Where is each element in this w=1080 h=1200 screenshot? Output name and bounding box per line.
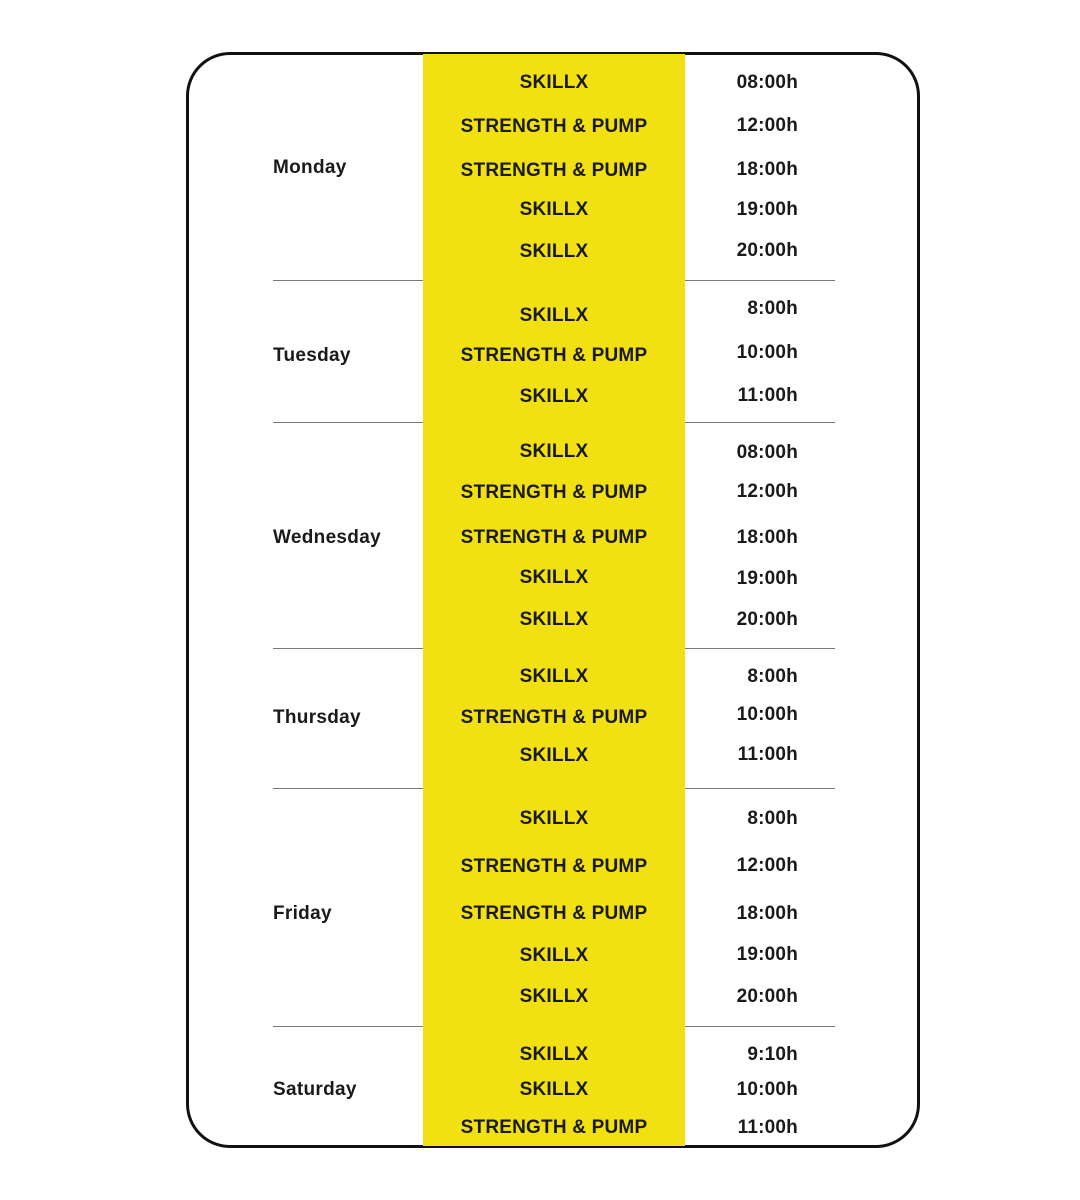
class-time: 20:00h <box>736 609 798 630</box>
day-label-saturday: Saturday <box>273 1079 357 1100</box>
row-divider <box>273 1026 835 1027</box>
class-name: SKILLX <box>519 72 589 93</box>
class-name: SKILLX <box>519 1079 589 1100</box>
class-time: 10:00h <box>736 704 798 725</box>
day-label-wednesday: Wednesday <box>273 527 381 548</box>
class-time: 18:00h <box>736 903 798 924</box>
class-time: 8:00h <box>747 298 798 319</box>
class-name: SKILLX <box>519 609 589 630</box>
day-label-tuesday: Tuesday <box>273 345 351 366</box>
class-time: 11:00h <box>737 744 798 765</box>
class-name: STRENGTH & PUMP <box>460 345 648 366</box>
class-name: SKILLX <box>519 808 589 829</box>
class-time: 8:00h <box>747 808 798 829</box>
row-divider <box>273 648 835 649</box>
class-time: 11:00h <box>737 385 798 406</box>
class-time: 12:00h <box>736 855 798 876</box>
class-time: 12:00h <box>736 481 798 502</box>
row-divider <box>273 422 835 423</box>
day-label-thursday: Thursday <box>273 707 361 728</box>
class-name: STRENGTH & PUMP <box>460 482 648 503</box>
class-name: SKILLX <box>519 305 589 326</box>
day-label-friday: Friday <box>273 903 332 924</box>
class-name: SKILLX <box>519 567 589 588</box>
class-name: SKILLX <box>519 199 589 220</box>
row-divider <box>273 280 835 281</box>
class-time: 9:10h <box>747 1044 798 1065</box>
class-name: SKILLX <box>519 241 589 262</box>
class-name: SKILLX <box>519 1044 589 1065</box>
class-name: SKILLX <box>519 945 589 966</box>
class-name: SKILLX <box>519 986 589 1007</box>
class-time: 08:00h <box>736 72 798 93</box>
class-name: STRENGTH & PUMP <box>460 527 648 548</box>
day-label-monday: Monday <box>273 157 347 178</box>
class-time: 10:00h <box>736 342 798 363</box>
class-time: 18:00h <box>736 527 798 548</box>
class-time: 20:00h <box>736 240 798 261</box>
class-name: STRENGTH & PUMP <box>460 116 648 137</box>
class-time: 10:00h <box>736 1079 798 1100</box>
class-name: STRENGTH & PUMP <box>460 856 648 877</box>
class-time: 8:00h <box>747 666 798 687</box>
class-time: 08:00h <box>736 442 798 463</box>
class-time: 20:00h <box>736 986 798 1007</box>
class-time: 18:00h <box>736 159 798 180</box>
row-divider <box>273 788 835 789</box>
class-time: 19:00h <box>736 199 798 220</box>
class-name: STRENGTH & PUMP <box>460 160 648 181</box>
class-time: 19:00h <box>736 568 798 589</box>
class-name: STRENGTH & PUMP <box>460 707 648 728</box>
class-time: 19:00h <box>736 944 798 965</box>
class-time: 11:00h <box>737 1117 798 1138</box>
class-name: STRENGTH & PUMP <box>460 903 648 924</box>
class-name: SKILLX <box>519 745 589 766</box>
class-name: SKILLX <box>519 441 589 462</box>
class-name: SKILLX <box>519 666 589 687</box>
class-name: STRENGTH & PUMP <box>460 1117 648 1138</box>
class-time: 12:00h <box>736 115 798 136</box>
class-name: SKILLX <box>519 386 589 407</box>
